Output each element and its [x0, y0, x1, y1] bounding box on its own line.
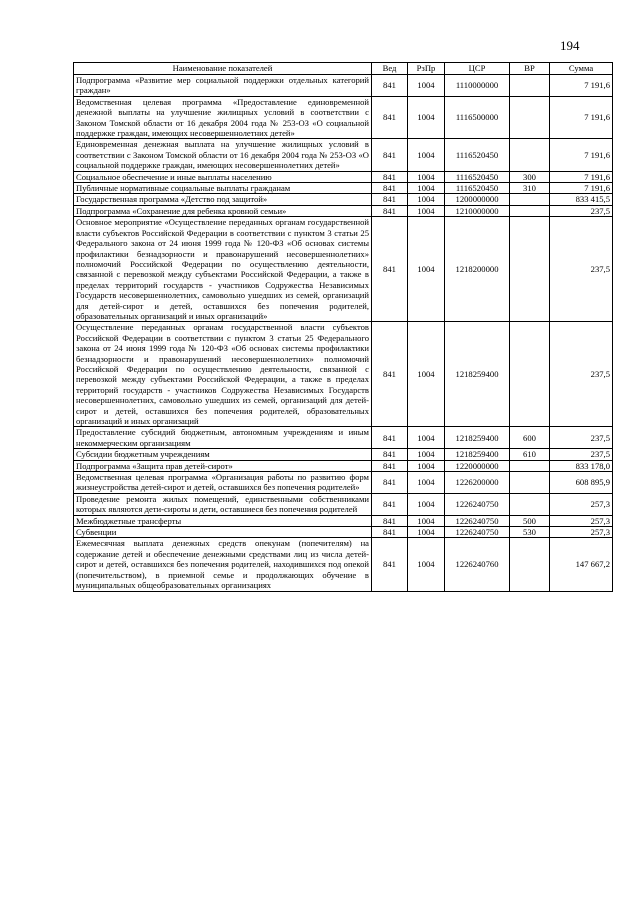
cell-vr: [510, 460, 550, 471]
cell-name: Подпрограмма «Сохранение для ребенка кровной семьи»: [74, 205, 372, 216]
cell-vr: [510, 538, 550, 591]
cell-ved: 841: [372, 194, 408, 205]
cell-sum: 7 191,6: [550, 96, 613, 139]
cell-sum: 833 178,0: [550, 460, 613, 471]
table-row: [74, 472, 613, 494]
cell-name: Публичные нормативные социальные выплаты гражданам: [74, 183, 372, 194]
cell-csr: 1218259400: [445, 449, 510, 460]
table-row: [74, 427, 613, 449]
cell-csr: 1226200000: [445, 472, 510, 494]
cell-csr: 1220000000: [445, 460, 510, 471]
cell-ved: 841: [372, 171, 408, 182]
cell-name: Проведение ремонта жилых помещений, единственными собственниками которых являются дети-сироты и дети, оставшиеся без попечения родителей: [74, 493, 372, 515]
cell-rzpr: 1004: [408, 493, 445, 515]
cell-name: Единовременная денежная выплата на улучшение жилищных условий в соответствии с Законом Томской области от 16 декабря 2004 года № 253-ОЗ «О социальной поддержке граждан, имеющих несовершеннолетних детей»: [74, 139, 372, 171]
cell-vr: 300: [510, 171, 550, 182]
cell-ved: 841: [372, 217, 408, 322]
cell-sum: 237,5: [550, 427, 613, 449]
cell-vr: [510, 75, 550, 97]
table-row: [74, 538, 613, 591]
cell-ved: 841: [372, 139, 408, 171]
cell-vr: [510, 472, 550, 494]
cell-name: Ежемесячная выплата денежных средств опекунам (попечителям) на содержание детей и обеспечение денежными средствами лиц из числа детей-сирот и детей, оставшихся без попечения родителей, находившихся под опекой (попечительством), в приемной семье и продолжающих обучение в муниципальных общеобразовательных организациях: [74, 538, 372, 591]
table-row: [74, 139, 613, 171]
cell-vr: [510, 194, 550, 205]
cell-csr: 1116520450: [445, 139, 510, 171]
cell-vr: 530: [510, 527, 550, 538]
table-row: [74, 217, 613, 322]
cell-name: Социальное обеспечение и иные выплаты населению: [74, 171, 372, 182]
page-number: 194: [560, 38, 580, 53]
cell-sum: 237,5: [550, 322, 613, 427]
cell-name: Государственная программа «Детство под защитой»: [74, 194, 372, 205]
cell-rzpr: 1004: [408, 139, 445, 171]
cell-sum: 237,5: [550, 217, 613, 322]
cell-rzpr: 1004: [408, 194, 445, 205]
cell-sum: 237,5: [550, 449, 613, 460]
cell-ved: 841: [372, 183, 408, 194]
cell-csr: 1110000000: [445, 75, 510, 97]
cell-ved: 841: [372, 427, 408, 449]
table-row: [74, 527, 613, 538]
cell-rzpr: 1004: [408, 96, 445, 139]
cell-sum: 147 667,2: [550, 538, 613, 591]
table-row: [74, 194, 613, 205]
cell-rzpr: 1004: [408, 460, 445, 471]
cell-name: Ведомственная целевая программа «Предоставление единовременной денежной выплаты на улучшение жилищных условий в соответствии с Законом Томской области от 16 декабря 2004 года № 253-ОЗ «О социальной поддержке граждан, имеющих несовершеннолетних детей»: [74, 96, 372, 139]
cell-vr: [510, 96, 550, 139]
header-rzpr: РзПр: [408, 63, 445, 75]
cell-csr: 1226240750: [445, 493, 510, 515]
table-row: [74, 493, 613, 515]
cell-csr: 1226240750: [445, 515, 510, 526]
cell-csr: 1226240750: [445, 527, 510, 538]
cell-vr: 500: [510, 515, 550, 526]
cell-vr: 610: [510, 449, 550, 460]
cell-rzpr: 1004: [408, 449, 445, 460]
cell-name: Основное мероприятие «Осуществление переданных органам государственной власти субъектов Российской Федерации в соответствии с пунктом 3 статьи 25 Федерального закона от 24 июня 1999 года № 120-ФЗ «Об основах системы профилактики безнадзорности и правонарушений несовершеннолетних» полномочий Российской Федерации по осуществлению деятельности, связанной с перевозкой между субъектами Российской Федерации, а также в пределах территорий государств - участников Содружества Независимых Государств несовершеннолетних, самовольно ушедших из семей, организаций для детей-сирот и детей, оставшихся без попечения родителей, образовательных организаций и иных организаций»: [74, 217, 372, 322]
budget-table: [73, 62, 613, 592]
table-row: [74, 75, 613, 97]
cell-sum: 608 895,9: [550, 472, 613, 494]
cell-rzpr: 1004: [408, 217, 445, 322]
header-csr: ЦСР: [445, 63, 510, 75]
cell-csr: 1218259400: [445, 427, 510, 449]
cell-ved: 841: [372, 205, 408, 216]
table-row: [74, 322, 613, 427]
cell-csr: 1226240760: [445, 538, 510, 591]
header-vr: ВР: [510, 63, 550, 75]
cell-ved: 841: [372, 460, 408, 471]
cell-ved: 841: [372, 493, 408, 515]
cell-name: Подпрограмма «Защита прав детей-сирот»: [74, 460, 372, 471]
cell-rzpr: 1004: [408, 75, 445, 97]
table-row: [74, 460, 613, 471]
cell-rzpr: 1004: [408, 472, 445, 494]
cell-rzpr: 1004: [408, 322, 445, 427]
cell-csr: 1200000000: [445, 194, 510, 205]
cell-csr: 1116520450: [445, 183, 510, 194]
cell-vr: [510, 205, 550, 216]
cell-sum: 257,3: [550, 527, 613, 538]
cell-sum: 257,3: [550, 515, 613, 526]
cell-ved: 841: [372, 449, 408, 460]
cell-sum: 237,5: [550, 205, 613, 216]
cell-sum: 7 191,6: [550, 75, 613, 97]
cell-name: Субвенции: [74, 527, 372, 538]
cell-sum: 7 191,6: [550, 183, 613, 194]
cell-sum: 7 191,6: [550, 139, 613, 171]
cell-name: Осуществление переданных органам государственной власти субъектов Российской Федерации в соответствии с пунктом 3 статьи 25 Федерального закона от 24 июня 1999 года № 120-ФЗ «Об основах системы профилактики безнадзорности и правонарушений несовершеннолетних» полномочий Российской Федерации по осуществлению деятельности, связанной с перевозкой между субъектами Российской Федерации, а также в пределах территорий государств - участников Содружества Независимых Государств несовершеннолетних, самовольно ушедших из семей, организаций для детей-сирот и детей, оставшихся без попечения родителей, образовательных организаций и иных организаций: [74, 322, 372, 427]
cell-ved: 841: [372, 527, 408, 538]
cell-rzpr: 1004: [408, 205, 445, 216]
cell-ved: 841: [372, 96, 408, 139]
header-name: Наименование показателей: [74, 63, 372, 75]
cell-csr: 1210000000: [445, 205, 510, 216]
cell-vr: [510, 493, 550, 515]
cell-csr: 1218259400: [445, 322, 510, 427]
cell-ved: 841: [372, 472, 408, 494]
cell-csr: 1218200000: [445, 217, 510, 322]
cell-sum: 257,3: [550, 493, 613, 515]
table-body: [74, 75, 613, 592]
cell-vr: [510, 322, 550, 427]
cell-name: Подпрограмма «Развитие мер социальной поддержки отдельных категорий граждан»: [74, 75, 372, 97]
table-row: [74, 205, 613, 216]
cell-rzpr: 1004: [408, 527, 445, 538]
cell-sum: 7 191,6: [550, 171, 613, 182]
cell-rzpr: 1004: [408, 171, 445, 182]
cell-name: Межбюджетные трансферты: [74, 515, 372, 526]
table-row: [74, 449, 613, 460]
header-sum: Сумма: [550, 63, 613, 75]
table-row: [74, 171, 613, 182]
cell-ved: 841: [372, 538, 408, 591]
cell-sum: 833 415,5: [550, 194, 613, 205]
cell-ved: 841: [372, 515, 408, 526]
cell-vr: 600: [510, 427, 550, 449]
cell-ved: 841: [372, 75, 408, 97]
cell-vr: [510, 217, 550, 322]
table-row: [74, 96, 613, 139]
cell-name: Субсидии бюджетным учреждениям: [74, 449, 372, 460]
cell-rzpr: 1004: [408, 515, 445, 526]
cell-name: Предоставление субсидий бюджетным, автономным учреждениям и иным некоммерческим организациям: [74, 427, 372, 449]
cell-rzpr: 1004: [408, 183, 445, 194]
cell-csr: 1116520450: [445, 171, 510, 182]
cell-rzpr: 1004: [408, 538, 445, 591]
cell-vr: 310: [510, 183, 550, 194]
header-ved: Вед: [372, 63, 408, 75]
table-header-row: [74, 63, 613, 75]
table-row: [74, 183, 613, 194]
cell-vr: [510, 139, 550, 171]
table-row: [74, 515, 613, 526]
cell-rzpr: 1004: [408, 427, 445, 449]
cell-ved: 841: [372, 322, 408, 427]
cell-csr: 1116500000: [445, 96, 510, 139]
cell-name: Ведомственная целевая программа «Организация работы по развитию форм жизнеустройства детей-сирот и детей, оставшихся без попечения родителей»: [74, 472, 372, 494]
